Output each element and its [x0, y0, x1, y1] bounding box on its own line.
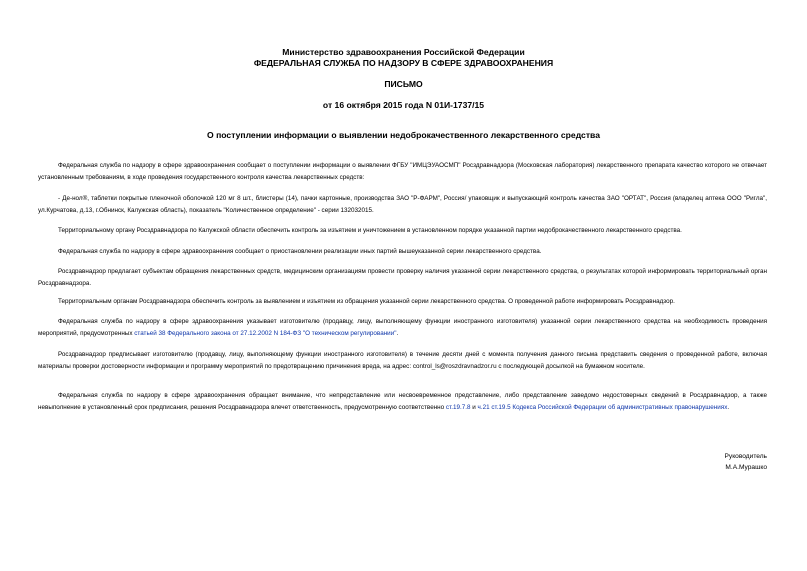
paragraph-7-end: . — [396, 329, 399, 337]
paragraph-8: Росздравнадзор предписывает изготовителю (продавцу, лицу, выполняющему функции иностранного изготовителя) в течение десяти дней с момента получения данного письма представить сведения о проведенной работе, включая материалы проверки достоверности информации и программу мероприятий по предотвращению причинения вреда, на адрес: control_ls@roszdravnadzor.ru с последующей досылкой на бумажном носителе. — [38, 351, 767, 370]
document-subject: О поступлении информации о выявлении недоброкачественного лекарственного средства — [207, 130, 600, 140]
article-19-5-link[interactable]: ч.21 ст.19.5 Кодекса Российской Федерации об административных правонарушениях — [477, 403, 728, 411]
paragraph-6: Территориальным органам Росздравнадзора обеспечить контроль за выявлением и изъятием из обращения указанной серии лекарственного средства. О проведенной работе информировать Росздравнадзор. — [58, 298, 675, 305]
paragraph-3: Территориальному органу Росздравнадзора по Калужской области обеспечить контроль за изъятием и уничтожением в установленном порядке указанной партии недоброкачественного лекарственного средства. — [58, 227, 682, 234]
document-type: ПИСЬМО — [384, 79, 423, 89]
paragraph-7 — [38, 316, 767, 339]
paragraph-9 — [38, 390, 767, 413]
paragraph-9-end: . — [727, 403, 730, 411]
paragraph-7-text: Федеральная служба по надзору в сфере здравоохранения указывает изготовителю (продавцу, лицу, выполняющему функции иностранного изготовителя) указанной серии лекарственного средства на необходимость проведения мероприятий, предусмотренных — [38, 318, 767, 337]
paragraph-5: Росздравнадзор предлагает субъектам обращения лекарственных средств, медицинским организациям провести проверку наличия указанной серии лекарственного средства, о результатах которой информировать территориальный орган Росздравнадзора. — [38, 268, 767, 287]
ministry-heading: Министерство здравоохранения Российской Федерации — [282, 47, 525, 57]
paragraph-9-text: Федеральная служба по надзору в сфере здравоохранения обращает внимание, что непредставление или несвоевременное представление, либо представление заведомо недостоверных сведений в Росздравнадзор, а также невыполнение в установленный срок предписания, решения Росздравнадзора влечет ответственность, предусмотренную соответственно — [38, 392, 767, 411]
signatory-title: Руководитель — [724, 453, 767, 460]
signature-block — [725, 451, 767, 473]
paragraph-2: - Де-нол®, таблетки покрытые пленочной оболочкой 120 мг 8 шт., блистеры (14), пачки картонные, производства ЗАО "Р-ФАРМ", Россия/ упаковщик и выпускающий контроль качества ЗАО "ОРТАТ", Россия (владелец аптека ООО "Ригла", ул.Курчатова, д.13, г.Обнинск, Калужская область), показатель "Количественное определение" - серии 132032015. — [38, 195, 767, 214]
article-19-7-8-link[interactable]: ст.19.7.8 — [445, 403, 471, 411]
paragraph-9-mid: и — [470, 403, 478, 411]
paragraph-4: Федеральная служба по надзору в сфере здравоохранения сообщает о приостановлении реализации иных партий вышеуказанной серии лекарственного средства. — [58, 248, 542, 255]
law-article-38-link[interactable]: статьей 38 Федерального закона от 27.12.2002 N 184-ФЗ "О техническом регулировании" — [134, 329, 397, 337]
signatory-name: М.А.Мурашко — [725, 464, 767, 471]
service-heading: ФЕДЕРАЛЬНАЯ СЛУЖБА ПО НАДЗОРУ В СФЕРЕ ЗДРАВООХРАНЕНИЯ — [253, 58, 554, 68]
document-date-number: от 16 октября 2015 года N 01И-1737/15 — [322, 100, 485, 110]
paragraph-1: Федеральная служба по надзору в сфере здравоохранения сообщает о поступлении информации о выявлении ФГБУ "ИМЦЭУАОСМП" Росздравнадзора (Московская лаборатория) лекарственного препарата качество которого не отвечает установленным требованиям, в ходе проведения государственного контроля качества лекарственных средств: — [38, 162, 767, 181]
